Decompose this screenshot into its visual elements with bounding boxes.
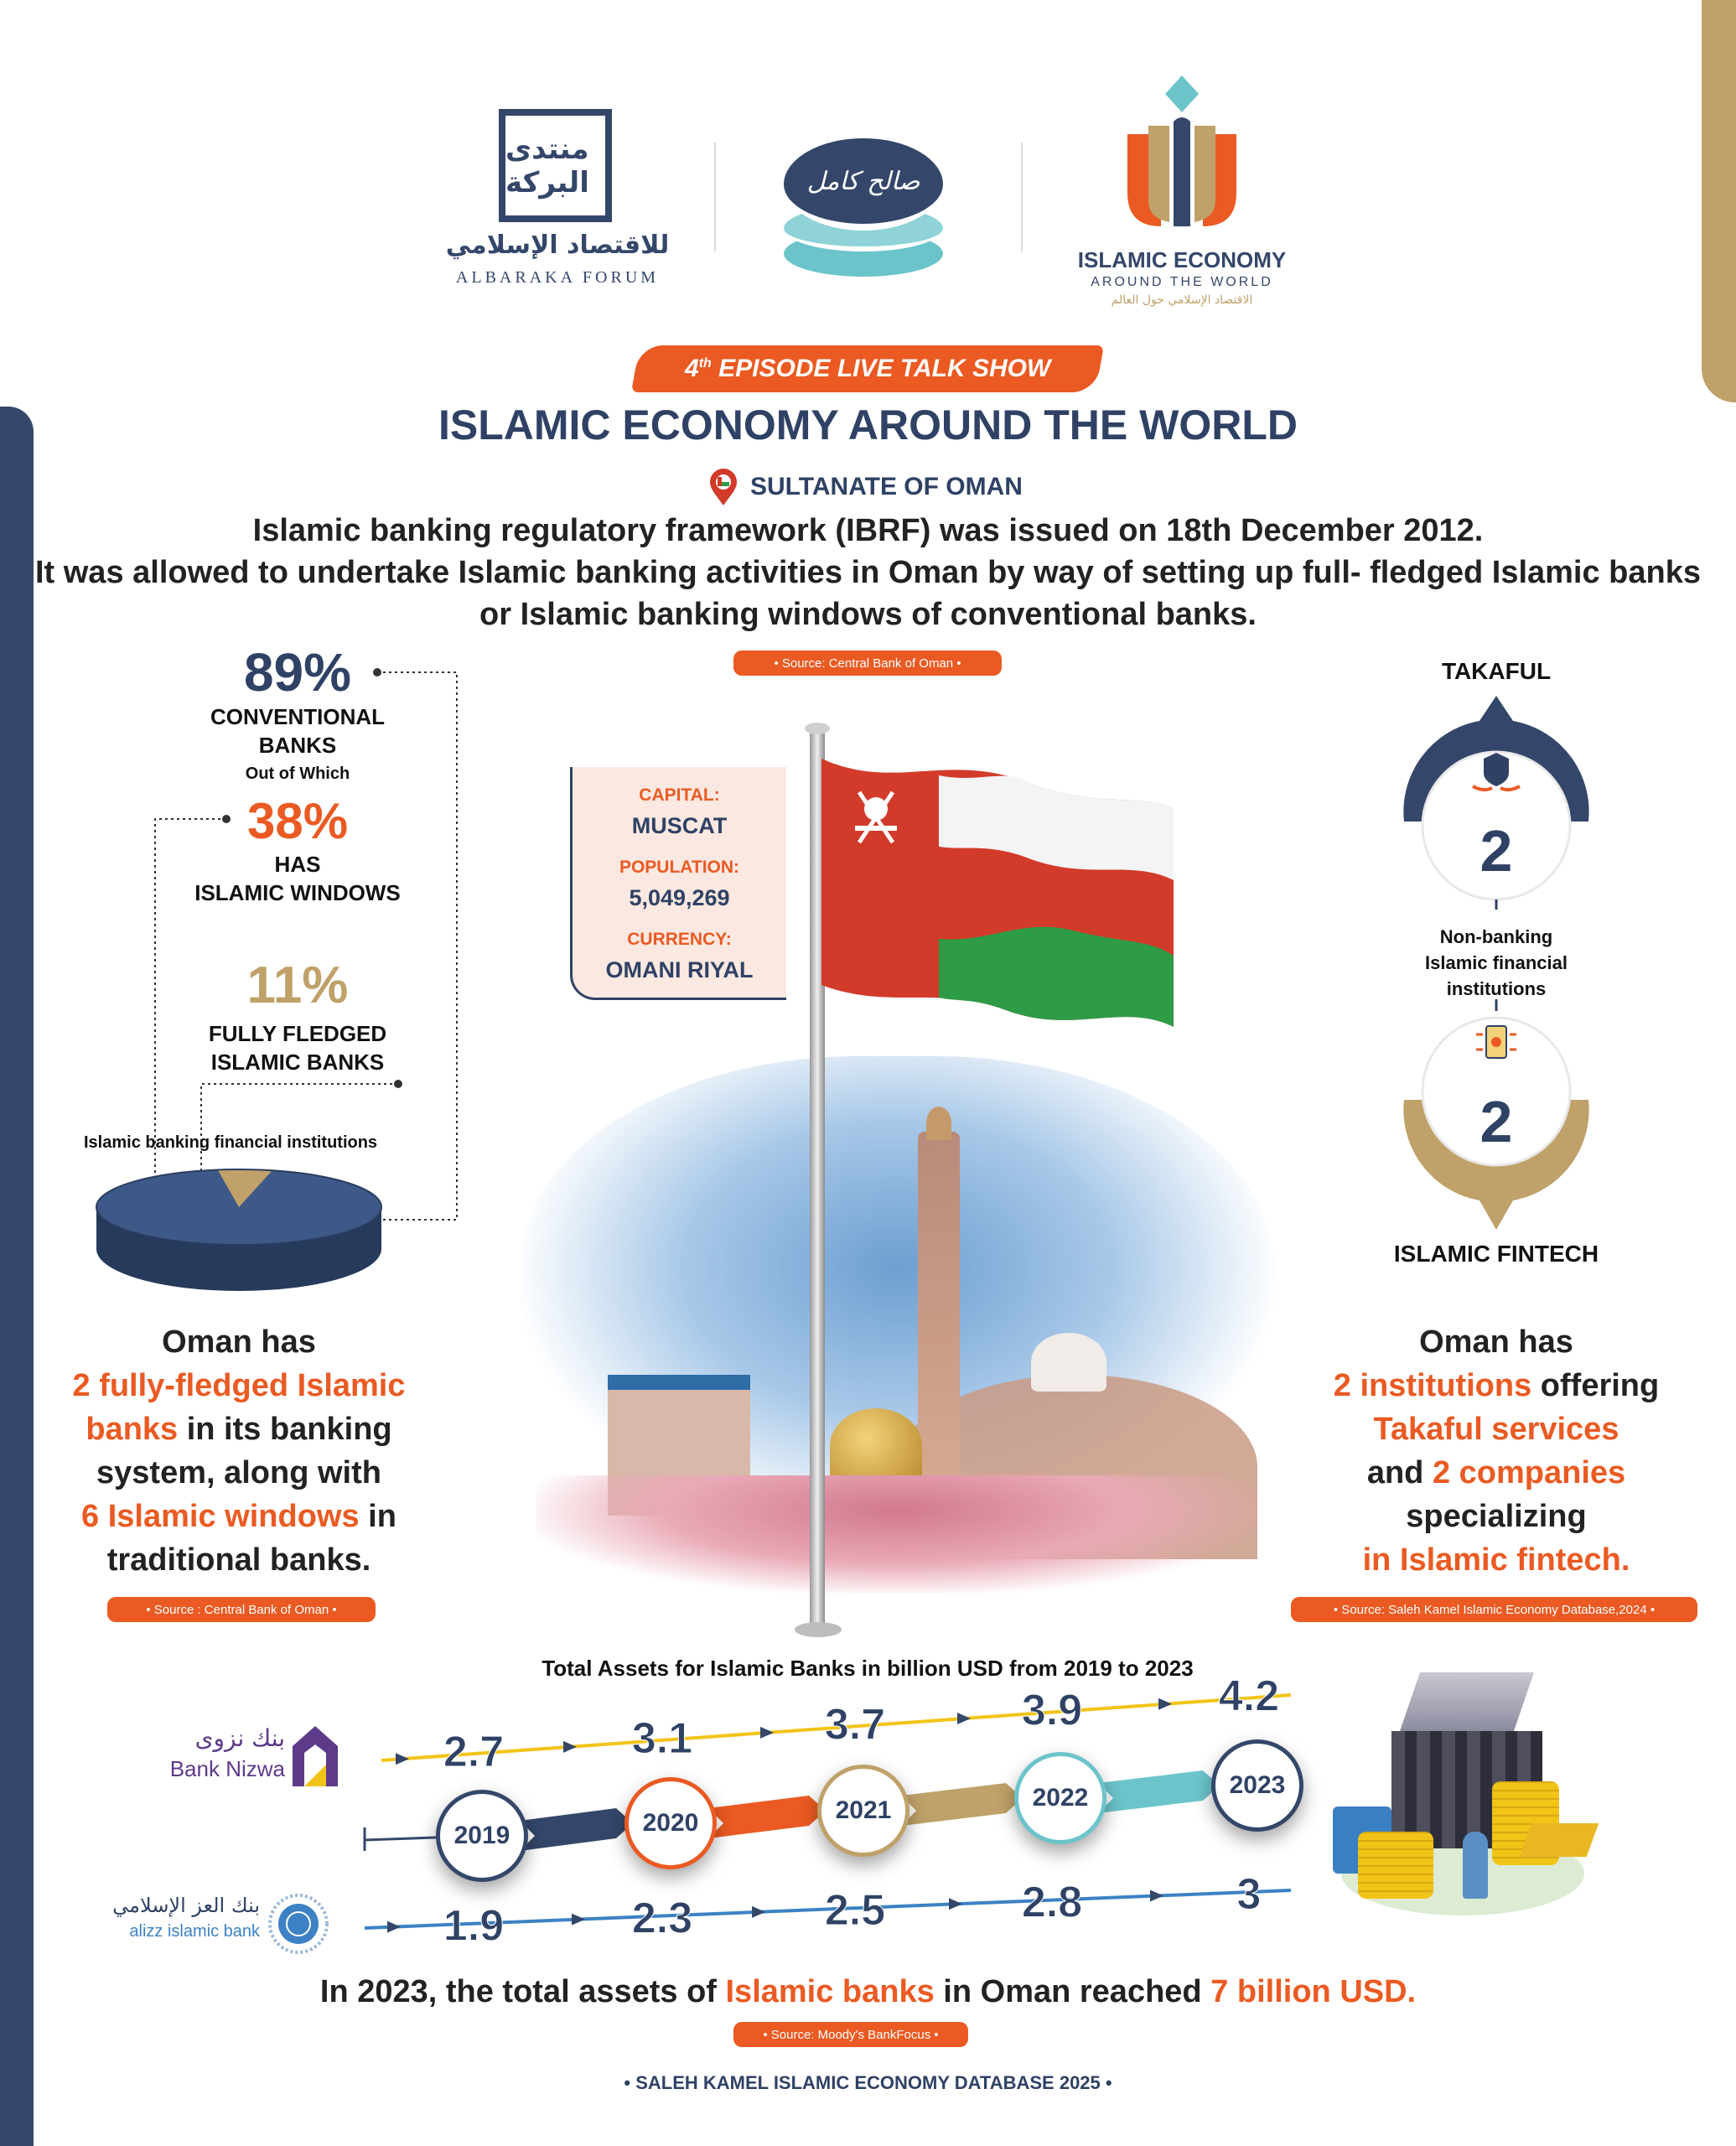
country-name: SULTANATE OF OMAN: [750, 472, 1023, 500]
conclusion: [0, 1974, 1736, 2010]
minaret-top: [926, 1107, 951, 1140]
nonbank-line-3: institutions: [1446, 978, 1547, 999]
left-summary-l4: system, along with: [96, 1455, 381, 1490]
series-value-label: 2.3: [631, 1894, 693, 1943]
illus-coins-left: [1358, 1832, 1433, 1899]
series-arrow-icon: [760, 1727, 774, 1739]
alizz-bank-ar: بنك العز الإسلامي: [112, 1894, 260, 1917]
year-ribbon-arrow: [901, 1783, 1023, 1826]
series-arrow-icon: [572, 1914, 585, 1926]
currency-label: CURRENCY:: [627, 930, 732, 949]
right-summary-l2a: 2 institutions: [1333, 1368, 1532, 1403]
left-summary-l5: [59, 1495, 419, 1538]
year-ribbon-arrow: [708, 1796, 826, 1838]
left-summary-l3b: in its banking: [178, 1412, 392, 1447]
full-label-1: FULLY FLEDGED: [208, 1021, 387, 1046]
left-summary-l6: traditional banks.: [106, 1542, 371, 1578]
ie-title: ISLAMIC ECONOMY: [1077, 247, 1287, 272]
saleh-kamel-calligraphy: صالح كامل: [806, 166, 920, 196]
takaful-value: 2: [1479, 818, 1513, 884]
timeline-start-line: [365, 1838, 436, 1840]
year-circle-2021: 2021: [817, 1765, 909, 1857]
page-title: ISLAMIC ECONOMY AROUND THE WORLD: [438, 402, 1298, 448]
left-summary-source: • Source : Central Bank of Oman •: [107, 1597, 376, 1622]
series-arrow-icon: [387, 1921, 401, 1933]
right-summary-l4b: 2 companies: [1432, 1455, 1626, 1490]
intro-source: • Source: Central Bank of Oman •: [733, 651, 1002, 676]
series-arrow-icon: [396, 1753, 409, 1765]
illus-roof: [1400, 1672, 1534, 1731]
episode-number: 4: [684, 355, 699, 382]
year-circle-2022: 2022: [1014, 1752, 1106, 1844]
right-summary-l6: in Islamic fintech.: [1362, 1542, 1630, 1578]
conclusion-d: 7 billion USD.: [1210, 1974, 1417, 2009]
albaraka-ar-subtitle: للاقتصاد الإسلامي: [445, 231, 670, 260]
intro-line-2: It was allowed to undertake Islamic banking activities in Oman by way of setting up full- fledged Islamic banks: [34, 555, 1702, 590]
right-summary-l2b: offering: [1531, 1368, 1660, 1403]
pie-chart: [92, 1165, 386, 1312]
minaret: [918, 1132, 960, 1509]
conventional-pct: 89%: [243, 642, 352, 702]
capital-value: MUSCAT: [631, 813, 728, 838]
bank-nizwa-ar: بنك نزوى: [194, 1724, 285, 1752]
episode-text: EPISODE LIVE TALK SHOW: [711, 355, 1051, 382]
conclusion-c: in Oman reached: [934, 1974, 1211, 2009]
year-ribbon-arrow: [1098, 1770, 1220, 1813]
flag-pole-top: [805, 723, 830, 734]
series-value-label: 3.7: [824, 1700, 886, 1749]
right-summary-l1: Oman has: [1419, 1324, 1573, 1360]
watch-tower: [1031, 1333, 1106, 1392]
landscape-scene: [520, 1056, 1274, 1610]
right-summary-source: • Source: Saleh Kamel Islamic Economy Database,2024 •: [1291, 1597, 1697, 1622]
right-summary-l3: Takaful services: [1373, 1412, 1619, 1447]
country-info-card: [570, 767, 786, 1000]
right-summary-l4: [1291, 1451, 1702, 1495]
fintech-title: ISLAMIC FINTECH: [1393, 1241, 1599, 1267]
ie-arabic: الاقتصاد الإسلامي حول العالم: [1111, 293, 1253, 307]
out-of-which: Out of Which: [245, 765, 350, 783]
right-summary: [1291, 1320, 1702, 1582]
windows-pct: 38%: [246, 793, 349, 849]
flag-pole-base: [795, 1622, 842, 1637]
gold-dome: [830, 1408, 922, 1484]
series-arrow-icon: [957, 1713, 971, 1724]
population-value: 5,049,269: [629, 885, 730, 910]
full-pct: 11%: [246, 956, 349, 1014]
series-value-label: 3: [1236, 1870, 1262, 1920]
right-summary-l5: specializing: [1406, 1499, 1587, 1534]
nonbank-line-1: Non-banking: [1439, 926, 1553, 947]
conventional-label-1: CONVENTIONAL: [210, 704, 385, 729]
illus-gold-bars: [1520, 1823, 1599, 1857]
nonbank-line-2: Islamic financial: [1425, 952, 1568, 973]
left-summary-l2: 2 fully-fledged Islamic: [72, 1368, 406, 1403]
albaraka-en: ALBARAKA FORUM: [455, 268, 660, 287]
series-value-label: 2.7: [443, 1728, 505, 1777]
conclusion-a: In 2023, the total assets of: [319, 1974, 726, 2009]
year-circle-2020: 2020: [624, 1777, 717, 1869]
series-arrow-icon: [1150, 1890, 1163, 1902]
full-label-2: ISLAMIC BANKS: [210, 1050, 385, 1075]
conclusion-source: • Source: Moody's BankFocus •: [733, 2022, 968, 2047]
intro-line-3: or Islamic banking windows of conventional banks.: [479, 597, 1257, 632]
illus-person: [1463, 1832, 1488, 1899]
series-value-label: 4.2: [1218, 1672, 1280, 1721]
year-ribbon-arrow: [520, 1808, 633, 1851]
year-circle-2023: 2023: [1211, 1739, 1303, 1832]
left-summary-l1: Oman has: [162, 1324, 316, 1360]
series-value-label: 2.8: [1021, 1878, 1083, 1927]
ie-subtitle: AROUND THE WORLD: [1091, 275, 1273, 289]
right-summary-l4a: and: [1366, 1455, 1433, 1490]
left-summary-l3a: banks: [86, 1412, 179, 1447]
windows-connector: [155, 819, 226, 1182]
left-summary-l5a: 6 Islamic windows: [81, 1499, 360, 1534]
conclusion-b: Islamic banks: [725, 1974, 935, 2009]
series-value-label: 3.1: [631, 1713, 693, 1763]
population-label: POPULATION:: [619, 858, 740, 877]
bank-nizwa-en: Bank Nizwa: [169, 1756, 285, 1781]
takaful-title: TAKAFUL: [1441, 658, 1552, 684]
series-arrow-icon: [563, 1741, 577, 1753]
assets-title: Total Assets for Islamic Banks in billion USD from 2019 to 2023: [542, 1656, 1194, 1681]
conventional-label-2: BANKS: [258, 733, 337, 758]
pie-caption: Islamic banking financial institutions: [84, 1133, 378, 1152]
series-value-label: 3.9: [1021, 1686, 1083, 1735]
albaraka-ar-title: منتدى البركة: [505, 132, 589, 200]
intro-line-1: Islamic banking regulatory framework (IBRF) was issued on 18th December 2012.: [252, 513, 1484, 548]
database-footer: • SALEH KAMEL ISLAMIC ECONOMY DATABASE 2025 •: [624, 2072, 1112, 2093]
capital-label: CAPITAL:: [639, 785, 720, 805]
oman-flag: [821, 759, 1174, 1039]
series-value-label: 1.9: [443, 1901, 505, 1951]
episode-suffix: th: [698, 356, 712, 371]
alizz-bank-en: alizz islamic bank: [129, 1922, 260, 1941]
series-value-label: 2.5: [824, 1886, 886, 1936]
right-summary-l2: [1291, 1364, 1702, 1407]
windows-label-1: HAS: [274, 852, 321, 877]
currency-value: OMANI RIYAL: [605, 957, 754, 982]
left-summary-l5b: in: [359, 1499, 396, 1534]
year-circle-2019: 2019: [436, 1790, 528, 1882]
series-arrow-icon: [949, 1898, 962, 1910]
windows-label-2: ISLAMIC WINDOWS: [194, 880, 401, 905]
flower-field: [536, 1475, 1257, 1593]
left-summary: [59, 1320, 419, 1582]
fintech-value: 2: [1479, 1089, 1513, 1154]
series-arrow-icon: [1158, 1698, 1172, 1710]
left-summary-l3: [59, 1407, 419, 1451]
bank-illustration: [1324, 1664, 1601, 1932]
series-arrow-icon: [752, 1906, 765, 1918]
